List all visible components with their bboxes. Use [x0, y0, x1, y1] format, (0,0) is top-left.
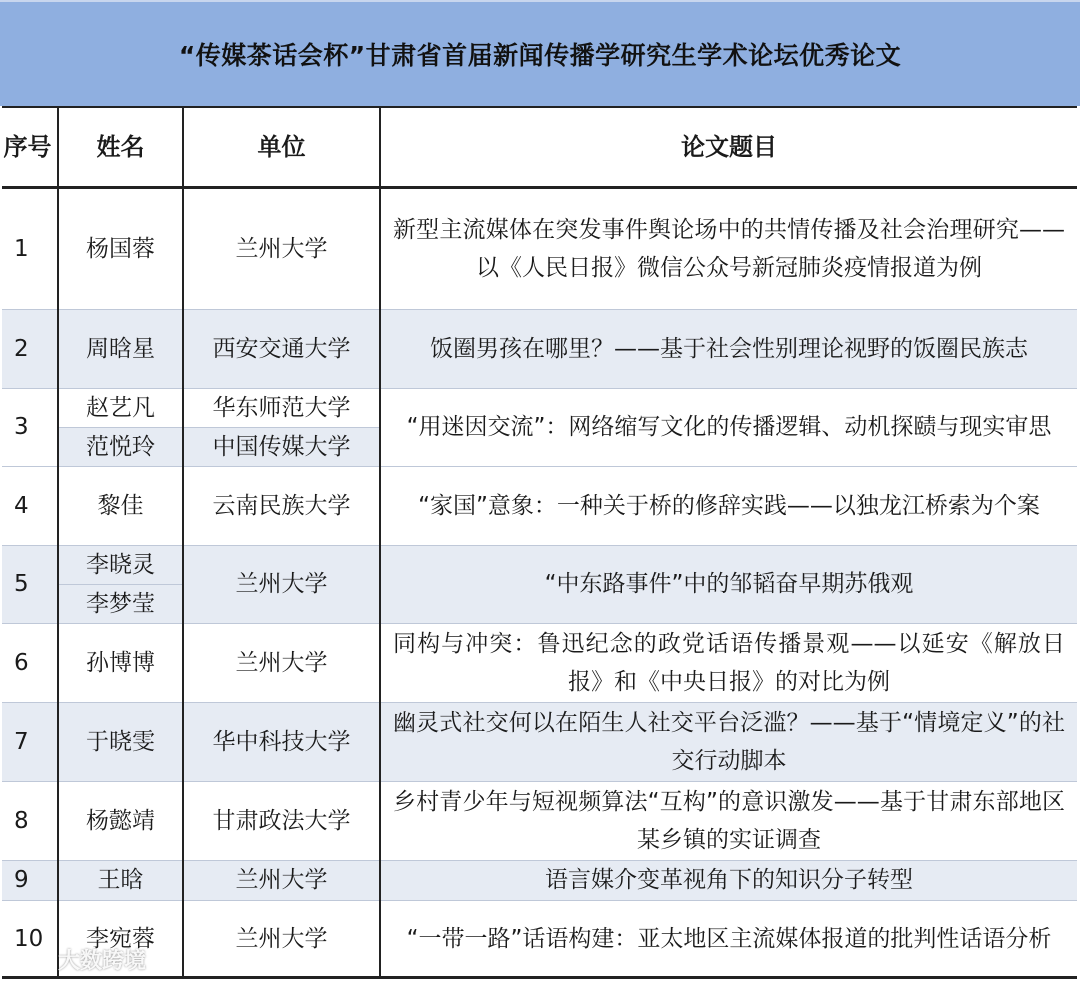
row-unit: 华中科技大学	[183, 702, 380, 781]
row-unit: 甘肃政法大学	[183, 781, 380, 860]
row-no: 9	[2, 860, 58, 900]
header-no: 序号	[2, 107, 58, 187]
row-name: 李宛蓉	[58, 900, 183, 978]
row-no: 10	[2, 900, 58, 978]
row-unit: 兰州大学	[183, 860, 380, 900]
table-row	[2, 187, 1077, 309]
award-papers-table	[2, 106, 1077, 979]
row-paper: 新型主流媒体在突发事件舆论场中的共情传播及社会治理研究——以《人民日报》微信公众号新冠肺炎疫情报道为例	[380, 187, 1077, 309]
table-row	[2, 545, 1077, 584]
header-paper: 论文题目	[380, 107, 1077, 187]
row-name: 周晗星	[58, 309, 183, 388]
row-unit: 云南民族大学	[183, 466, 380, 545]
row-paper: “家国”意象：一种关于桥的修辞实践——以独龙江桥索为个案	[380, 466, 1077, 545]
watermark	[10, 944, 146, 975]
row-unit: 兰州大学	[183, 187, 380, 309]
table-row	[2, 781, 1077, 860]
row-paper: 饭圈男孩在哪里？——基于社会性别理论视野的饭圈民族志	[380, 309, 1077, 388]
table-row	[2, 900, 1077, 978]
header-name: 姓名	[58, 107, 183, 187]
table-title: “传媒茶话会杯”甘肃省首届新闻传播学研究生学术论坛优秀论文	[178, 41, 902, 70]
row-no: 8	[2, 781, 58, 860]
table-row	[2, 466, 1077, 545]
row-no: 7	[2, 702, 58, 781]
row-name: 杨国蓉	[58, 187, 183, 309]
row-name: 孙博博	[58, 623, 183, 702]
row-unit: 兰州大学	[183, 623, 380, 702]
row-name: 黎佳	[58, 466, 183, 545]
row-paper: 幽灵式社交何以在陌生人社交平台泛滥？——基于“情境定义”的社交行动脚本	[380, 702, 1077, 781]
row-name-second: 李梦莹	[58, 584, 183, 623]
table-row	[2, 623, 1077, 702]
row-paper: 乡村青少年与短视频算法“互构”的意识激发——基于甘肃东部地区某乡镇的实证调查	[380, 781, 1077, 860]
row-name: 于晓雯	[58, 702, 183, 781]
row-name: 王晗	[58, 860, 183, 900]
row-unit-second: 中国传媒大学	[183, 427, 380, 466]
table-row	[2, 860, 1077, 900]
row-no: 5	[2, 545, 58, 623]
table-row	[2, 702, 1077, 781]
table-header-row	[2, 107, 1077, 187]
watermark-logo-icon	[10, 945, 52, 975]
row-name: 杨懿靖	[58, 781, 183, 860]
table-bottom-rule	[2, 976, 1077, 979]
row-unit: 兰州大学	[183, 545, 380, 623]
row-name: 赵艺凡	[58, 388, 183, 427]
row-no: 2	[2, 309, 58, 388]
watermark-text: 大数跨境	[58, 949, 147, 974]
row-paper: “一带一路”话语构建：亚太地区主流媒体报道的批判性话语分析	[380, 900, 1077, 978]
table-title-bar	[0, 0, 1080, 106]
row-no: 4	[2, 466, 58, 545]
row-paper: “用迷因交流”：网络缩写文化的传播逻辑、动机探赜与现实审思	[380, 388, 1077, 466]
row-no: 1	[2, 187, 58, 309]
table-row	[2, 309, 1077, 388]
header-unit: 单位	[183, 107, 380, 187]
row-paper: “中东路事件”中的邹韬奋早期苏俄观	[380, 545, 1077, 623]
row-paper: 同构与冲突：鲁迅纪念的政党话语传播景观——以延安《解放日报》和《中央日报》的对比为例	[380, 623, 1077, 702]
row-name: 李晓灵	[58, 545, 183, 584]
row-no: 6	[2, 623, 58, 702]
row-no: 3	[2, 388, 58, 466]
row-unit: 西安交通大学	[183, 309, 380, 388]
row-unit: 兰州大学	[183, 900, 380, 978]
row-name-second: 范悦玲	[58, 427, 183, 466]
table-row	[2, 388, 1077, 427]
row-unit: 华东师范大学	[183, 388, 380, 427]
row-paper: 语言媒介变革视角下的知识分子转型	[380, 860, 1077, 900]
